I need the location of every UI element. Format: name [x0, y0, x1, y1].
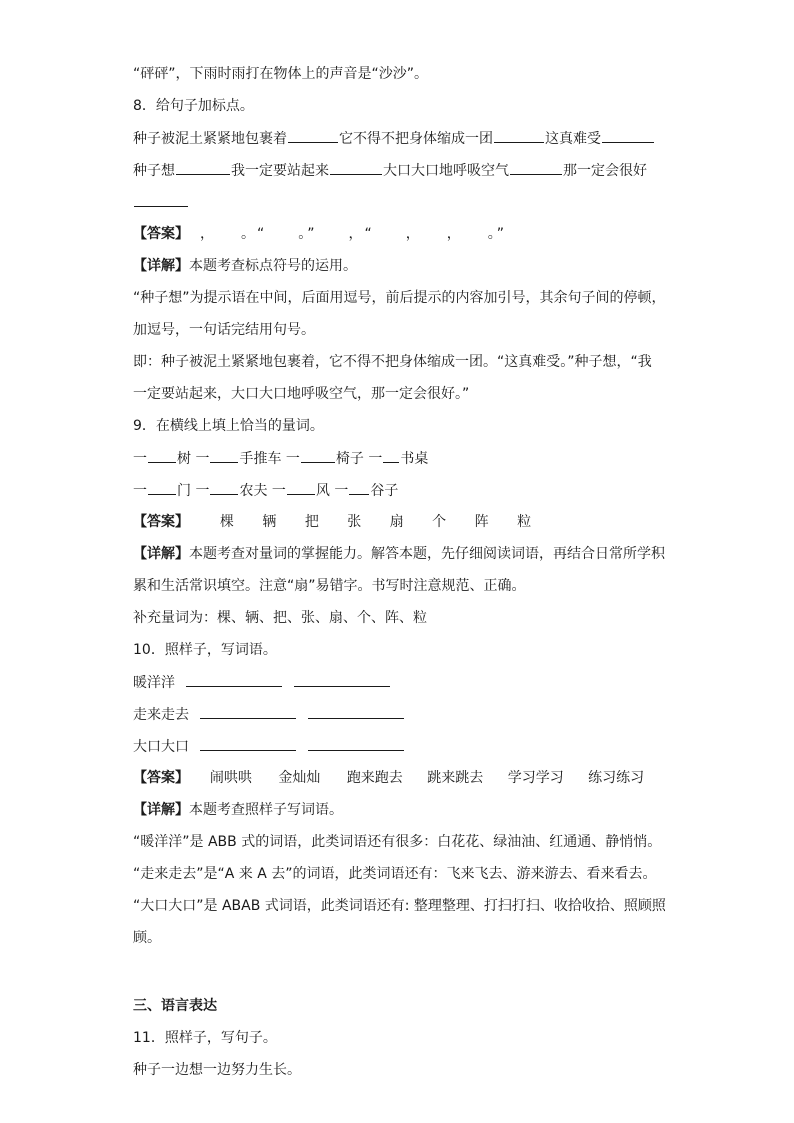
fill-blank[interactable]	[176, 160, 230, 175]
fill-blank[interactable]	[330, 160, 382, 175]
text-segment: 这真难受	[545, 131, 601, 147]
detail-text: 本题考查照样子写词语。	[189, 802, 343, 818]
fill-blank[interactable]	[200, 704, 296, 719]
text-segment: 我一定要站起来	[231, 163, 329, 179]
answer-word: 把	[304, 514, 319, 530]
detail-tag: 【详解】	[133, 258, 189, 274]
text-line: 加逗号，一句话完结用句号。	[133, 322, 315, 338]
answer-tag: 【答案】	[133, 226, 182, 242]
question-9-row-1	[133, 448, 428, 469]
question-8-sentence-2	[133, 160, 647, 181]
question-8-detail	[133, 256, 357, 276]
text-segment: 种子想	[133, 163, 175, 179]
text-segment: 手推车 一	[239, 451, 300, 467]
answer-word: 粒	[517, 514, 532, 530]
example-word: 暖洋洋	[133, 675, 175, 691]
question-9-row-2	[133, 480, 398, 501]
fill-blank[interactable]	[602, 128, 654, 143]
text-line: “大口大口”是 ABAB 式词语，此类词语还有: 整理整理、打扫打扫、收拾收拾、照顾照	[133, 898, 666, 914]
text-line: “走来走去”是“A 来 A 去”的词语，此类词语还有：飞来飞去、游来游去、看来看去。	[133, 866, 657, 882]
text-segment: 门 一	[177, 483, 210, 499]
question-9-title: 9．在横线上填上恰当的量词。	[133, 418, 324, 434]
question-10-word-2	[133, 704, 405, 725]
answer-word: 跑来跑去	[346, 770, 403, 786]
fill-blank[interactable]	[349, 480, 369, 495]
fill-blank[interactable]	[301, 448, 335, 463]
question-9-answer	[133, 512, 555, 532]
answer-tag: 【答案】	[133, 770, 189, 786]
fill-blank[interactable]	[510, 160, 562, 175]
text-segment: 一	[133, 451, 147, 467]
detail-text: 本题考查对量词的掌握能力。解答本题，先仔细阅读词语，再结合日常所学积	[189, 546, 665, 562]
section-heading: 三、语言表达	[133, 998, 217, 1014]
text-segment: 谷子	[370, 483, 399, 499]
answer-word: 阵	[474, 514, 489, 530]
fill-blank[interactable]	[308, 704, 404, 719]
text-line: 一定要站起来，大口大口地呼吸空气，那一定会很好。”	[133, 386, 470, 402]
answer-word: 学习学习	[507, 770, 564, 786]
text-line: 累和生活常识填空。注意“扇”易错字。书写时注意规范、正确。	[133, 578, 526, 594]
text-line: 顾。	[133, 930, 161, 946]
fill-blank[interactable]	[308, 736, 404, 751]
text-segment: 农夫 一	[239, 483, 286, 499]
fill-blank[interactable]	[383, 448, 399, 463]
text-line: “种子想”为提示语在中间，后面用逗号，前后提示的内容加引号，其余句子间的停顿，	[133, 290, 666, 306]
answer-word: 扇	[389, 514, 404, 530]
answer-word: 棵	[219, 514, 234, 530]
question-10-detail	[133, 800, 343, 820]
question-11-example: 种子一边想一边努力生长。	[133, 1062, 301, 1078]
answer-word: 练习练习	[588, 770, 645, 786]
question-9-detail	[133, 544, 665, 564]
fill-blank[interactable]	[148, 480, 176, 495]
answer-word: 张	[347, 514, 362, 530]
fill-blank[interactable]	[494, 128, 544, 143]
question-10-word-1	[133, 672, 391, 693]
text-segment: 那一定会很好	[563, 163, 647, 179]
question-8-final-blank-line	[133, 192, 189, 213]
answer-tag: 【答案】	[133, 514, 189, 530]
fill-blank[interactable]	[186, 672, 282, 687]
fill-blank[interactable]	[287, 480, 315, 495]
fill-blank[interactable]	[148, 448, 176, 463]
answer-word: 跳来跳去	[427, 770, 484, 786]
answer-word: 金灿灿	[278, 770, 321, 786]
example-word: 大口大口	[133, 739, 189, 755]
text-segment: 书桌	[400, 451, 429, 467]
fill-blank[interactable]	[210, 480, 238, 495]
text-segment: 种子被泥土紧紧地包裹着	[133, 131, 287, 147]
question-10-title: 10．照样子，写词语。	[133, 642, 277, 658]
fill-blank[interactable]	[210, 448, 238, 463]
question-11-title: 11．照样子，写句子。	[133, 1030, 277, 1046]
text-segment: 它不得不把身体缩成一团	[339, 131, 493, 147]
text-line: “暖洋洋”是 ABB 式的词语，此类词语还有很多：白花花、绿油油、红通通、静悄悄。	[133, 834, 662, 850]
text-segment: 大口大口地呼吸空气	[383, 163, 509, 179]
text-segment: 风 一	[315, 483, 349, 499]
answer-word: 个	[432, 514, 447, 530]
example-word: 走来走去	[133, 707, 189, 723]
question-10-answer	[133, 768, 660, 788]
text-segment: 椅子 一	[335, 451, 383, 467]
fill-blank[interactable]	[294, 672, 390, 687]
detail-tag: 【详解】	[133, 802, 189, 818]
answer-word: 辆	[262, 514, 277, 530]
text-segment: 树 一	[177, 451, 210, 467]
answer-word: 闹哄哄	[209, 770, 252, 786]
question-8-answer	[133, 224, 506, 244]
text-segment: 一	[133, 483, 147, 499]
question-8-title: 8．给句子加标点。	[133, 98, 254, 114]
fill-blank[interactable]	[200, 736, 296, 751]
fill-blank[interactable]	[134, 192, 188, 207]
fill-blank[interactable]	[288, 128, 338, 143]
text-line: “砰砰”，下雨时雨打在物体上的声音是“沙沙”。	[133, 66, 429, 82]
text-line: 即：种子被泥土紧紧地包裹着，它不得不把身体缩成一团。“这真难受。”种子想，“我	[133, 354, 652, 370]
question-8-sentence-1	[133, 128, 655, 149]
detail-text: 本题考查标点符号的运用。	[189, 258, 357, 274]
text-line: 补充量词为：棵、辆、把、张、扇、个、阵、粒	[133, 610, 427, 626]
answer-text: ， 。“ 。” ，“ ， ， 。”	[200, 226, 507, 242]
detail-tag: 【详解】	[133, 546, 189, 562]
question-10-word-3	[133, 736, 405, 757]
